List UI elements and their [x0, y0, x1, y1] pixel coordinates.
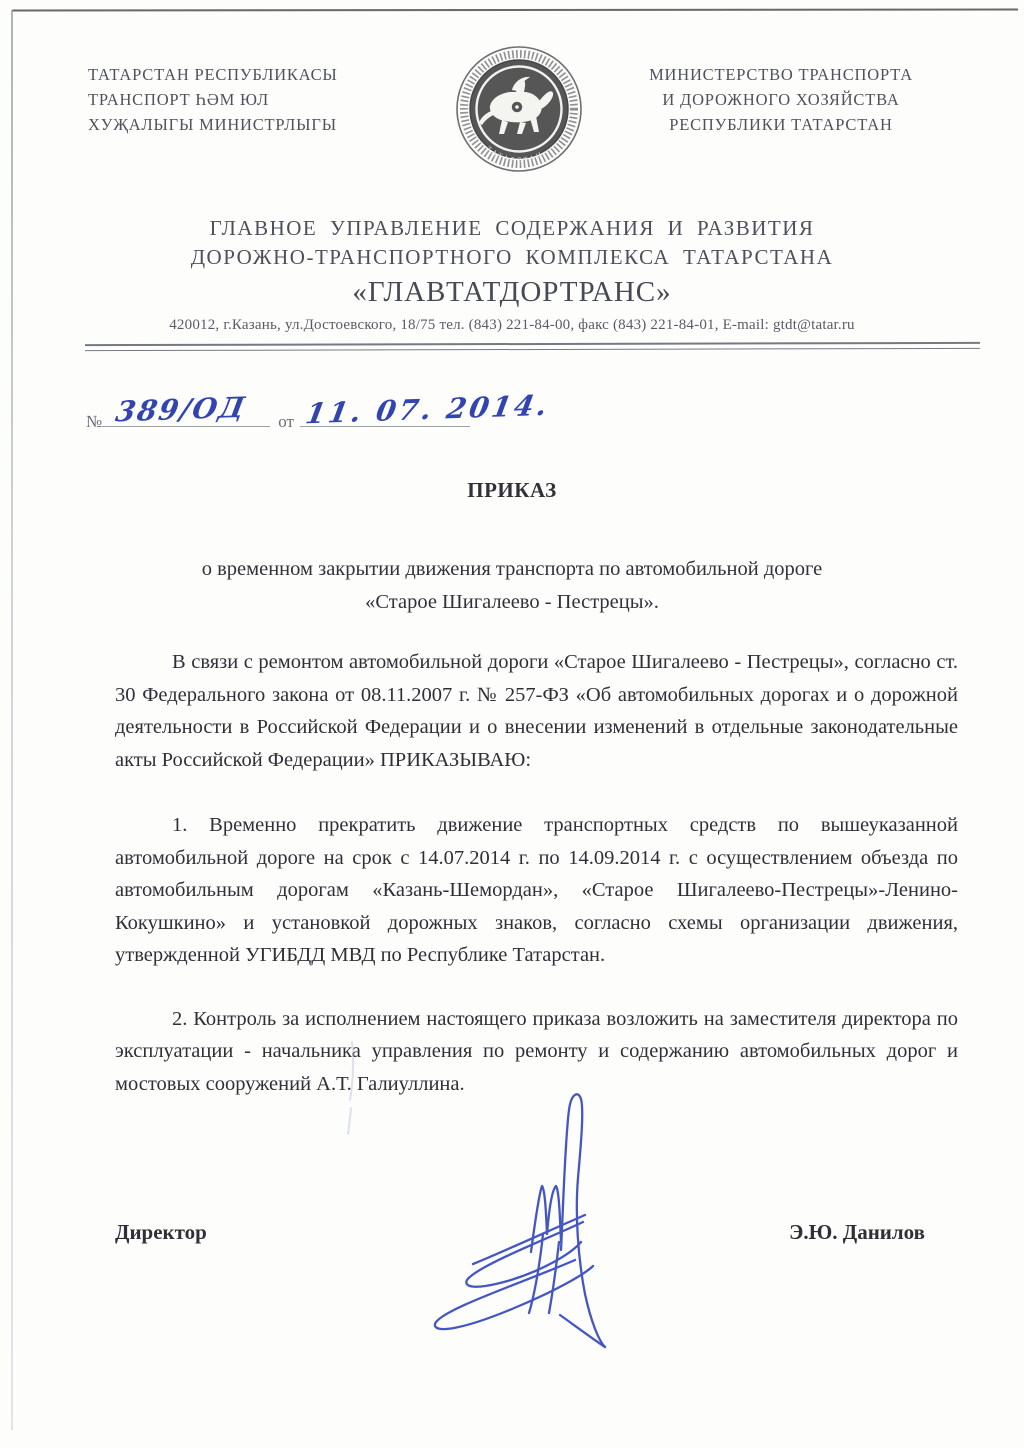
emblem-ring-text: ТАТАРСТАН — [484, 144, 546, 165]
order-subject-line1: о временном закрытии движения транспорта по автомобильной дороге — [201, 558, 823, 580]
date-blank — [300, 388, 553, 431]
org-name-russian-line2: И ДОРОЖНОГО ХОЗЯЙСТВА — [662, 90, 900, 109]
department-title — [0, 214, 1024, 310]
signer-position: Директор — [115, 1220, 207, 1244]
letterhead-divider — [85, 342, 980, 351]
letterhead — [0, 0, 1024, 180]
number-blank — [102, 390, 270, 429]
org-name-tatar-line3: ХУҖАЛЫГЫ МИНИСТРЛЫГЫ — [88, 115, 337, 134]
department-line1: ГЛАВНОЕ УПРАВЛЕНИЕ СОДЕРЖАНИЯ И РАЗВИТИЯ — [209, 216, 815, 240]
date-label: от — [278, 412, 294, 431]
handwritten-date: 11. 07. 2014. — [303, 388, 553, 431]
scan-edge-left — [11, 10, 13, 1430]
order-item-2: 2. Контроль за исполнением настоящего приказа возложить на заместителя директора по эксплуатации - начальника управления по ремонту и содержанию автомобильных дорог и мостовых сооружений А.Т. Галиуллина. — [115, 1007, 958, 1095]
order-subject — [0, 553, 1024, 619]
org-name-tatar — [88, 62, 418, 137]
contact-line: 420012, г.Казань, ул.Достоевского, 18/75 тел. (843) 221-84-00, факс (843) 221-84-01, E-mail: gtdt@tatar.ru — [169, 317, 855, 333]
org-name-russian — [616, 62, 946, 137]
order-subject-line2: «Старое Шигалеево - Пестрецы». — [365, 591, 659, 613]
signer-name: Э.Ю. Данилов — [789, 1220, 925, 1244]
org-name-russian-line1: МИНИСТЕРСТВО ТРАНСПОРТА — [649, 65, 913, 84]
org-name-russian-line3: РЕСПУБЛИКИ ТАТАРСТАН — [669, 115, 893, 134]
org-short-name: «ГЛАВТАТДОРТРАНС» — [352, 276, 672, 308]
order-preamble: В связи с ремонтом автомобильной дороги «Старое Шигалеево - Пестрецы», согласно ст. 30 Федерального закона от 08.11.2007 г. № 257-ФЗ «Об автомобильных дорогах и о дорожной деятельности в Российской Федерации и о внесении изменений в отдельные законодательные акты Российской Федерации» ПРИКАЗЫВАЮ: — [115, 651, 958, 771]
order-item-1: 1. Временно прекратить движение транспортных средств по вышеуказанной автомобильной дороге на срок с 14.07.2014 г. по 14.09.2014 г. с осуществлением объезда по автомобильным дорогам «Казань-Шемордан», «Старое Шигалеево-Пестрецы»-Ленино-Кокушкино» и установкой дорожных знаков, согласно схемы организации движения, утвержденной УГИБДД МВД по Республике Татарстан. — [115, 814, 958, 966]
order-title: ПРИКАЗ — [467, 478, 557, 502]
order-body — [0, 646, 1024, 1100]
handwritten-order-number: 389/ОД — [113, 390, 250, 429]
number-label: № — [86, 412, 103, 431]
number-date-line — [86, 388, 1024, 442]
org-name-tatar-line2: ТРАНСПОРТ ҺӘМ ЮЛ — [88, 90, 269, 109]
department-line2: ДОРОЖНО-ТРАНСПОРТНОГО КОМПЛЕКСА ТАТАРСТАНА — [190, 245, 834, 269]
tatarstan-coat-of-arms-icon — [454, 44, 584, 174]
org-name-tatar-line1: ТАТАРСТАН РЕСПУБЛИКАСЫ — [88, 65, 338, 84]
signature-row — [115, 1220, 925, 1245]
scan-ink-bleed-artifact — [338, 1038, 368, 1138]
